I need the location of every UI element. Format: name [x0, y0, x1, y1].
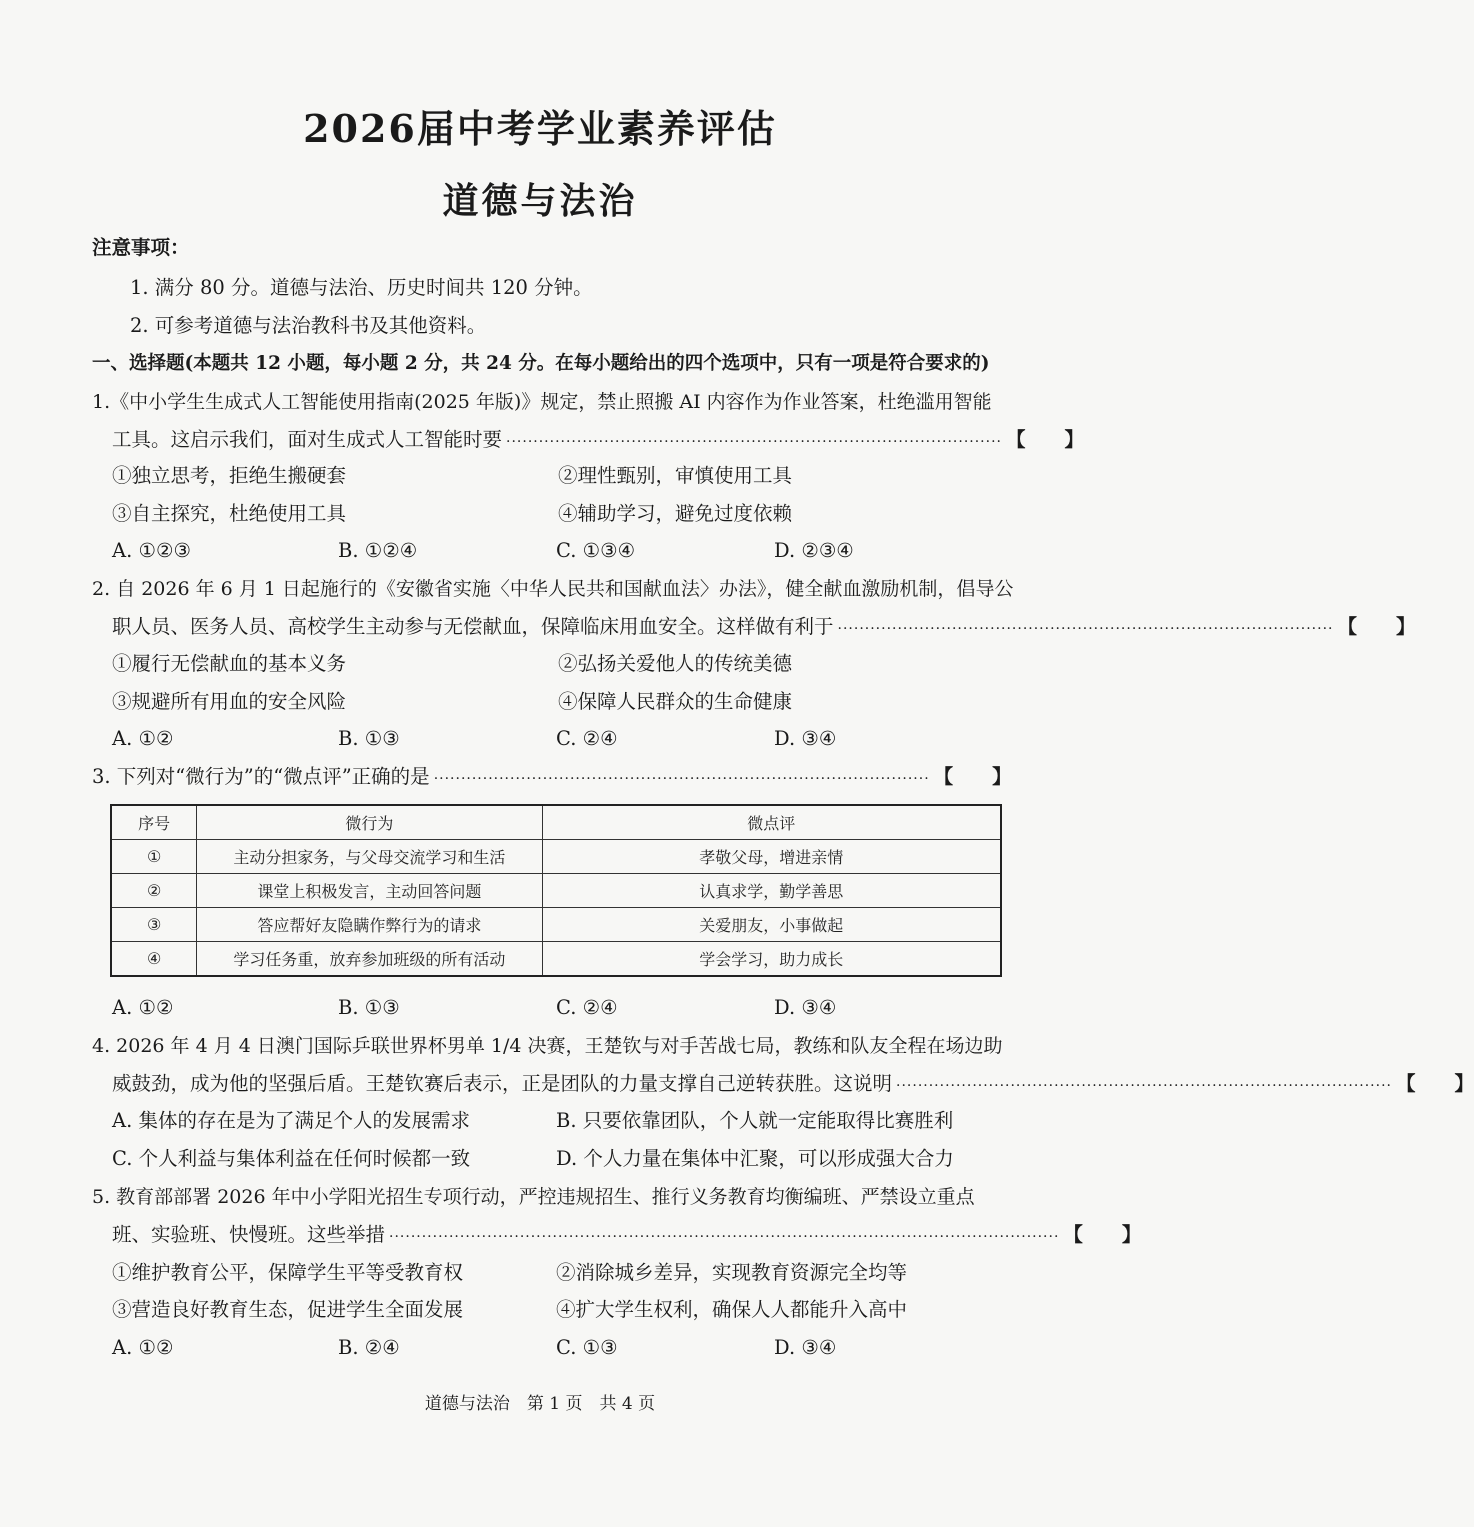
table-cell: ② [111, 874, 197, 908]
question-5-stem: 5. 教育部部署 2026 年中小学阳光招生专项行动，严控违规招生、推行义务教育均衡编班、严禁设立重点 [92, 1186, 975, 1208]
question-3-stem-text: 3. 下列对“微行为”的“微点评”正确的是 [92, 765, 430, 788]
table-cell: ① [111, 840, 197, 874]
choice-a: A. ①② [112, 727, 174, 750]
table-header: 序号 [111, 805, 197, 840]
section-heading: 一、选择题(本题共 12 小题，每小题 2 分，共 24 分。在每小题给出的四个选项中，只有一项是符合要求的) [92, 353, 990, 374]
answer-bracket: 【 】 [1337, 615, 1416, 638]
answer-bracket: 【 】 [1005, 428, 1084, 451]
note-item: 2. 可参考道德与法治教科书及其他资料。 [130, 314, 487, 337]
choice-c: C. ①③④ [556, 539, 636, 562]
table-row [111, 908, 1001, 942]
subject-title: 道德与法治 [442, 180, 638, 222]
statement-item: ②弘扬关爱他人的传统美德 [558, 652, 793, 675]
question-1-stem: 1.《中小学生生成式人工智能使用指南(2025 年版)》规定，禁止照搬 AI 内容作为作业答案，杜绝滥用智能 [92, 391, 992, 413]
leader-dots: ··························································································· [433, 771, 930, 787]
table-row [111, 874, 1001, 908]
choice-d: D. ③④ [774, 1336, 837, 1359]
choice-c: C. ②④ [556, 996, 618, 1019]
table-cell: 学会学习，助力成长 [542, 942, 1001, 977]
choice-b: B. ②④ [338, 1336, 400, 1359]
table-cell: 主动分担家务，与父母交流学习和生活 [197, 840, 542, 874]
choice-c: C. ②④ [556, 727, 618, 750]
leader-dots: ··························································································· [896, 1078, 1392, 1094]
statement-item: ①独立思考，拒绝生搬硬套 [112, 464, 347, 487]
statement-item: ①维护教育公平，保障学生平等受教育权 [112, 1261, 464, 1284]
choice-a: A. ①② [112, 996, 174, 1019]
question-3-stem [92, 763, 1012, 793]
table-cell: ④ [111, 942, 197, 977]
statement-item: ②消除城乡差异，实现教育资源完全均等 [556, 1261, 908, 1284]
choice-c: C. 个人利益与集体利益在任何时候都一致 [112, 1147, 471, 1170]
question-2-stem-text: 职人员、医务人员、高校学生主动参与无偿献血，保障临床用血安全。这样做有利于 [112, 615, 834, 638]
statement-item: ③自主探究，杜绝使用工具 [112, 502, 347, 525]
table-cell: 孝敬父母，增进亲情 [542, 840, 1001, 874]
choice-a: A. ①② [112, 1336, 174, 1359]
table-cell: 认真求学，勤学善思 [542, 874, 1001, 908]
choice-b: B. 只要依靠团队，个人就一定能取得比赛胜利 [556, 1109, 954, 1132]
answer-bracket: 【 】 [1063, 1223, 1142, 1246]
choice-a: A. ①②③ [112, 539, 191, 562]
table-cell: 关爱朋友，小事做起 [542, 908, 1001, 942]
table-header: 微行为 [197, 805, 542, 840]
behavior-table [110, 804, 1002, 977]
leader-dots: ··························································································· [506, 434, 1002, 450]
table-cell: 学习任务重，放弃参加班级的所有活动 [197, 942, 542, 977]
statement-item: ④扩大学生权利，确保人人都能升入高中 [556, 1298, 908, 1321]
question-2-stem: 2. 自 2026 年 6 月 1 日起施行的《安徽省实施〈中华人民共和国献血法〉办法》，健全献血激励机制，倡导公 [92, 578, 1014, 600]
answer-bracket: 【 】 [933, 765, 1012, 788]
question-1-stem-end [112, 426, 1084, 456]
statement-item: ④保障人民群众的生命健康 [558, 690, 793, 713]
choice-b: B. ①③ [338, 996, 400, 1019]
table-cell: 课堂上积极发言，主动回答问题 [197, 874, 542, 908]
leader-dots: ··························································································· [837, 621, 1334, 637]
choice-d: D. ②③④ [774, 539, 854, 562]
page-footer: 道德与法治 第 1 页 共 4 页 [424, 1394, 656, 1414]
answer-bracket: 【 】 [1395, 1072, 1474, 1095]
table-row [111, 840, 1001, 874]
choice-d: D. ③④ [774, 727, 837, 750]
note-item: 1. 满分 80 分。道德与法治、历史时间共 120 分钟。 [130, 276, 593, 299]
table-cell: 答应帮好友隐瞒作弊行为的请求 [197, 908, 542, 942]
question-2-stem-end [112, 613, 1416, 643]
statement-item: ③营造良好教育生态，促进学生全面发展 [112, 1298, 464, 1321]
leader-dots: ··························································································································· [389, 1229, 1060, 1245]
question-4-stem: 4. 2026 年 4 月 4 日澳门国际乒联世界杯男单 1/4 决赛，王楚钦与对手苦战七局，教练和队友全程在场边助 [92, 1035, 1003, 1057]
statement-item: ②理性甄别，审慎使用工具 [558, 464, 793, 487]
question-4-stem-end [112, 1070, 1474, 1100]
notes-heading: 注意事项： [92, 236, 190, 259]
choice-b: B. ①③ [338, 727, 400, 750]
choice-a: A. 集体的存在是为了满足个人的发展需求 [112, 1109, 470, 1132]
table-row [111, 942, 1001, 977]
table-cell: ③ [111, 908, 197, 942]
choice-b: B. ①②④ [338, 539, 418, 562]
question-4-stem-text: 威鼓劲，成为他的坚强后盾。王楚钦赛后表示，正是团队的力量支撑自己逆转获胜。这说明 [112, 1072, 893, 1095]
question-1-stem-text: 工具。这启示我们，面对生成式人工智能时要 [112, 428, 503, 451]
choice-c: C. ①③ [556, 1336, 618, 1359]
statement-item: ④辅助学习，避免过度依赖 [558, 502, 793, 525]
statement-item: ①履行无偿献血的基本义务 [112, 652, 347, 675]
table-header: 微点评 [542, 805, 1001, 840]
choice-d: D. 个人力量在集体中汇聚，可以形成强大合力 [556, 1147, 954, 1170]
question-5-stem-text: 班、实验班、快慢班。这些举措 [112, 1223, 386, 1246]
choice-d: D. ③④ [774, 996, 837, 1019]
question-5-stem-end [112, 1221, 1142, 1251]
exam-title: 2026届中考学业素养评估 [303, 106, 777, 151]
table-header-row [111, 805, 1001, 840]
statement-item: ③规避所有用血的安全风险 [112, 690, 347, 713]
